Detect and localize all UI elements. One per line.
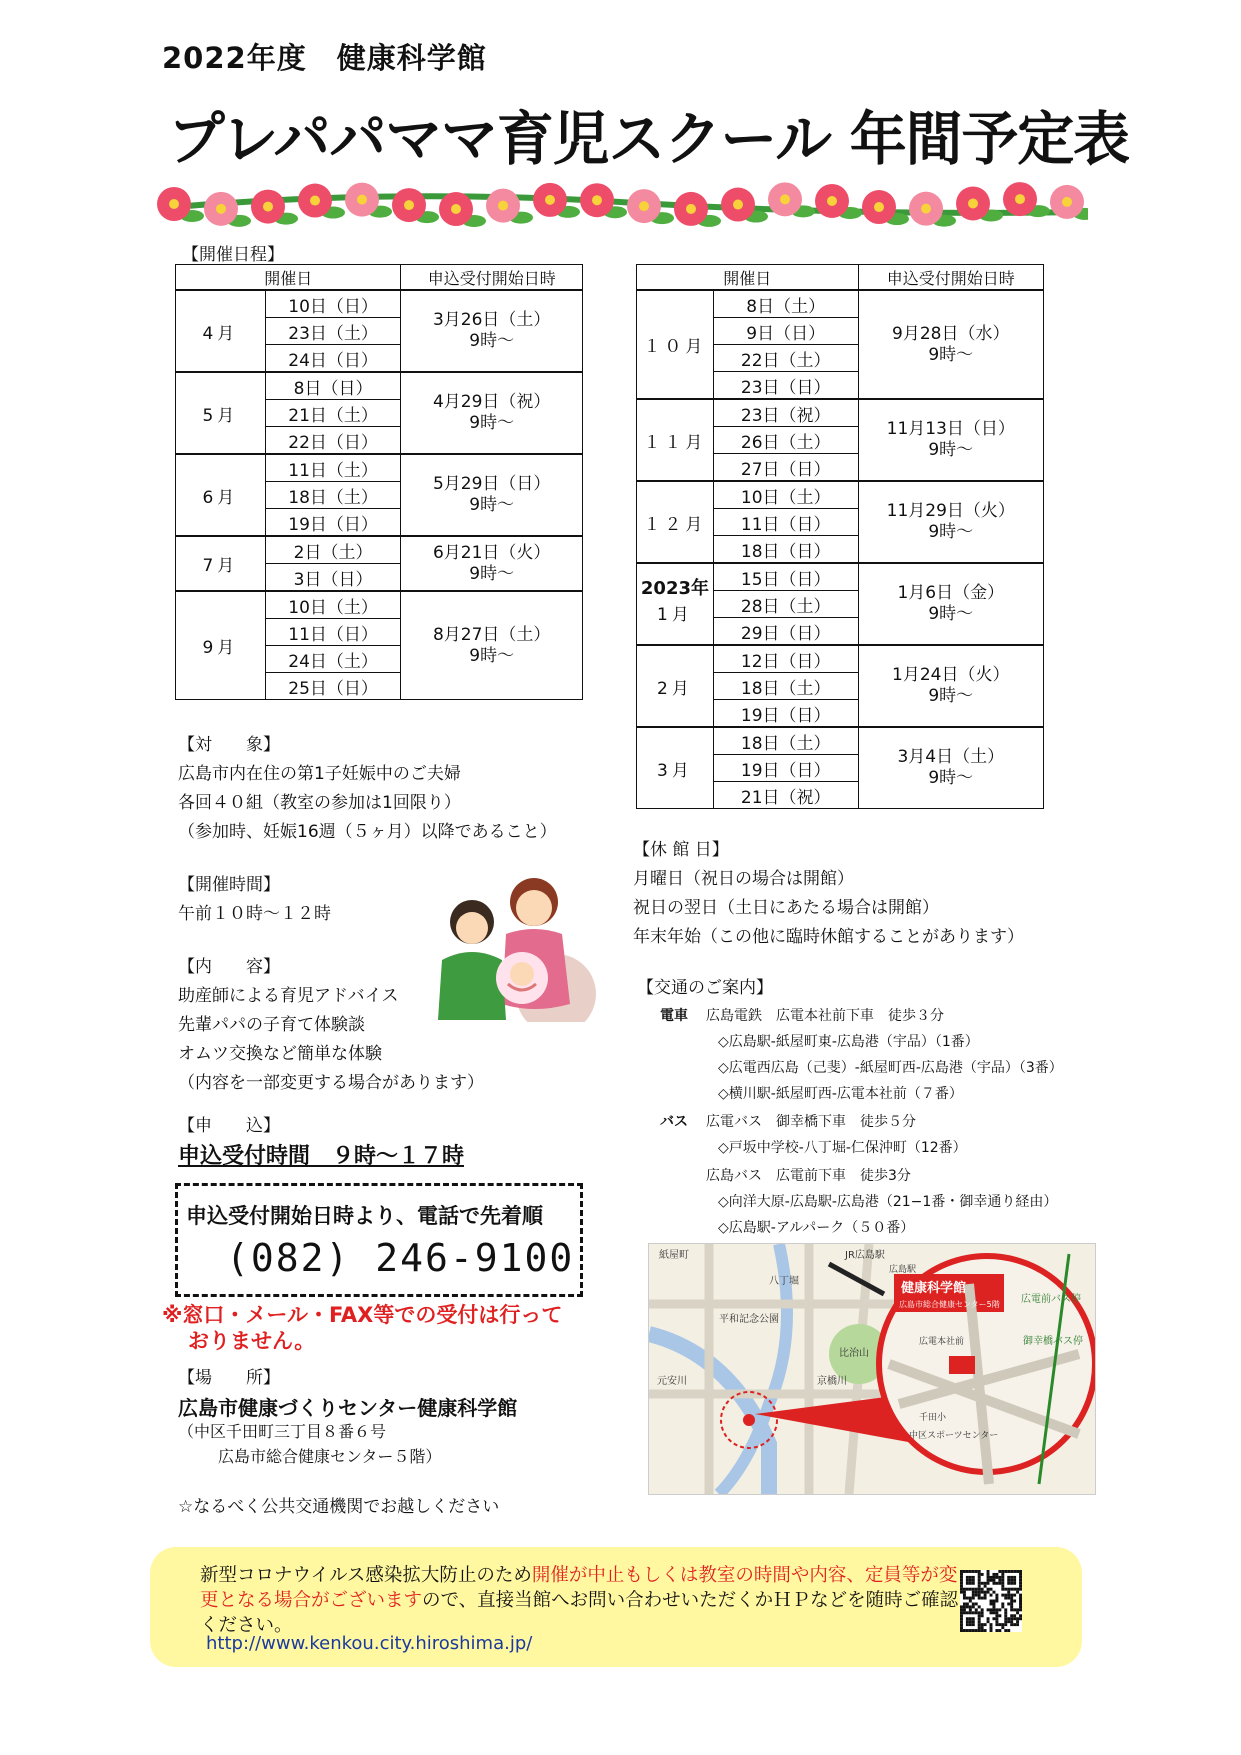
warning-text — [162, 1302, 562, 1354]
schedule-date: 26日（土） — [713, 427, 858, 454]
schedule-open-datetime — [401, 372, 583, 454]
place-name: 広島市健康づくりセンター健康科学館 — [178, 1396, 518, 1420]
schedule-date: 28日（土） — [713, 591, 858, 618]
schedule-open-line: 9時〜 — [469, 563, 515, 584]
map-label: 千田小 — [919, 1413, 947, 1423]
map-label: 御幸橋バス停 — [1023, 1336, 1083, 1347]
notice-part-3: ので、直接当館へお問い合わせいただくかＨＰなどを随時ご確認ください。 — [200, 1590, 959, 1636]
covid-notice-text — [200, 1563, 960, 1638]
schedule-open-line: 9時〜 — [469, 413, 515, 433]
schedule-month — [176, 372, 266, 454]
schedule-date: 24日（土） — [265, 646, 401, 673]
schedule-date: 18日（土） — [265, 482, 401, 509]
content-line-1: 助産師による育児アドバイス — [178, 986, 399, 1006]
notice-part-2: 開催が中止もしくは教室の時間や内容、定員等が変更となる場合がございます — [200, 1565, 958, 1611]
schedule-section-label: 【開催日程】 — [182, 245, 284, 265]
notice-part-1: 新型コロナウイルス感染拡大防止のため — [200, 1565, 532, 1586]
warning-line-1: ※窓口・メール・FAX等での受付は行って — [162, 1303, 563, 1327]
map-label: 紙屋町 — [659, 1250, 689, 1261]
phone-lead-text: 申込受付開始日時より、電話で先着順 — [186, 1204, 543, 1228]
bus1-route-1: ◇戸坂中学校-八丁堀-仁保沖町（12番） — [718, 1140, 967, 1156]
schedule-open-line: 9時〜 — [928, 768, 974, 788]
schedule-month — [637, 481, 714, 563]
map-label: 京橋川 — [817, 1376, 847, 1387]
place-address-1: （中区千田町三丁目８番６号 — [178, 1422, 387, 1441]
closed-line-2: 祝日の翌日（土日にあたる場合は開館） — [633, 898, 939, 918]
schedule-open-line: 8月27日（土） — [432, 624, 551, 645]
tram-route-1: ◇広島駅-紙屋町東-広島港（宇品）（1番） — [718, 1034, 979, 1050]
schedule-open-line: 9時〜 — [469, 495, 515, 515]
schedule-month — [176, 536, 266, 591]
schedule-open-line: 3月4日（土） — [897, 747, 1005, 767]
schedule-open-datetime — [401, 591, 583, 700]
access-map — [648, 1243, 1096, 1495]
schedule-open-line: 4月29日（祝） — [432, 392, 551, 412]
schedule-open-line: 9時〜 — [469, 645, 515, 666]
schedule-date: 18日（土） — [713, 727, 858, 755]
schedule-date: 11日（日） — [713, 509, 858, 536]
schedule-open-line: 9時〜 — [928, 522, 974, 542]
schedule-open-line: 3月26日（土） — [432, 310, 551, 330]
content-line-4: （内容を一部変更する場合があります） — [178, 1073, 484, 1093]
schedule-open-line: 5月29日（日） — [432, 474, 551, 494]
schedule-date: 3日（日） — [265, 564, 401, 592]
schedule-month-label: 1月 — [657, 604, 693, 625]
schedule-open-datetime — [858, 727, 1043, 809]
schedule-month-label: 9月 — [202, 638, 239, 658]
schedule-month — [637, 563, 714, 645]
tram-head: 電車 — [660, 1008, 688, 1024]
phone-number: (082) 246-9100 — [226, 1236, 575, 1280]
schedule-date: 15日（日） — [713, 563, 858, 591]
closed-line-3: 年末年始（この他に臨時休館することがあります） — [633, 927, 1024, 947]
schedule-date: 23日（土） — [265, 318, 401, 345]
col-header-date: 開催日 — [637, 265, 859, 291]
map-label: 広電前バス停 — [1021, 1294, 1081, 1305]
qr-code-icon — [960, 1570, 1022, 1632]
warning-line-2: おりません。 — [188, 1329, 316, 1353]
time-text: 午前１０時〜１２時 — [178, 904, 331, 924]
closed-label: 【休 館 日】 — [633, 840, 729, 860]
schedule-date: 22日（土） — [713, 345, 858, 372]
map-label: 広島駅 — [889, 1265, 917, 1275]
bus1-line: 広電バス 御幸橋下車 徒歩５分 — [706, 1114, 916, 1130]
parents-baby-illustration — [436, 874, 596, 1022]
schedule-month-label: 6月 — [202, 487, 239, 508]
schedule-date: 18日（日） — [713, 536, 858, 564]
page-title: プレパパママ育児スクール 年間予定表 — [168, 105, 1130, 173]
schedule-date: 10日（土） — [265, 591, 401, 619]
schedule-open-line: 9時〜 — [469, 331, 515, 351]
header-subtitle: 2022年度 健康科学館 — [162, 41, 487, 75]
target-label: 【対 象】 — [178, 735, 280, 755]
schedule-open-datetime — [401, 290, 583, 372]
schedule-date: 12日（日） — [713, 645, 858, 673]
schedule-open-line: 9時〜 — [928, 686, 974, 706]
schedule-date: 19日（日） — [713, 755, 858, 782]
schedule-month — [176, 591, 266, 700]
schedule-open-line: 9時〜 — [928, 604, 974, 624]
schedule-month — [637, 645, 714, 727]
schedule-month-label: 3月 — [657, 760, 693, 781]
schedule-date: 11日（土） — [265, 454, 401, 482]
schedule-month — [176, 290, 266, 372]
schedule-open-datetime — [858, 290, 1043, 399]
schedule-date: 10日（土） — [713, 481, 858, 509]
schedule-date: 19日（日） — [265, 509, 401, 537]
schedule-open-line: 6月21日（火） — [432, 542, 551, 563]
content-label: 【内 容】 — [178, 957, 280, 977]
schedule-date: 11日（日） — [265, 619, 401, 646]
schedule-open-line: 1月6日（金） — [897, 583, 1005, 603]
schedule-open-datetime — [401, 454, 583, 536]
place-label: 【場 所】 — [178, 1368, 280, 1388]
schedule-table-right — [636, 264, 1044, 809]
website-link[interactable]: http://www.kenkou.city.hiroshima.jp/ — [206, 1633, 533, 1654]
schedule-month-label: １０月 — [643, 337, 707, 357]
bus2-route-2: ◇広島駅-アルパーク（５０番） — [718, 1220, 915, 1236]
target-line-1: 広島市内在住の第1子妊娠中のご夫婦 — [178, 764, 461, 784]
time-label: 【開催時間】 — [178, 875, 280, 895]
access-details — [660, 1003, 1063, 1241]
tram-line: 広島電鉄 広電本社前下車 徒歩３分 — [706, 1008, 944, 1024]
schedule-open-datetime — [858, 481, 1043, 563]
schedule-year: 2023年 — [640, 577, 709, 599]
schedule-date: 22日（日） — [265, 427, 401, 455]
map-label: 広電本社前 — [919, 1337, 965, 1347]
schedule-month-label: １１月 — [643, 432, 707, 453]
schedule-date: 2日（土） — [265, 536, 401, 564]
schedule-date: 18日（土） — [713, 673, 858, 700]
apply-label: 【申 込】 — [178, 1116, 280, 1136]
schedule-open-datetime — [401, 536, 583, 591]
schedule-month — [637, 727, 714, 809]
map-label: 平和記念公園 — [719, 1314, 779, 1325]
schedule-month-label: １２月 — [643, 514, 707, 535]
map-label: 中区スポーツセンター — [909, 1431, 999, 1441]
map-label: 八丁堀 — [769, 1276, 799, 1287]
col-header-open: 申込受付開始日時 — [401, 265, 583, 291]
schedule-month-label: 4月 — [202, 323, 239, 344]
place-address-2: 広島市総合健康センター５階） — [218, 1447, 442, 1466]
map-label: 比治山 — [839, 1348, 869, 1359]
schedule-open-datetime — [858, 563, 1043, 645]
schedule-date: 24日（日） — [265, 345, 401, 373]
col-header-open: 申込受付開始日時 — [858, 265, 1043, 291]
schedule-date: 21日（土） — [265, 400, 401, 427]
schedule-date: 25日（日） — [265, 673, 401, 700]
bus2-line: 広島バス 広電前下車 徒歩3分 — [706, 1168, 911, 1184]
tram-route-3: ◇横川駅-紙屋町西-広電本社前（７番） — [718, 1086, 963, 1102]
schedule-open-datetime — [858, 645, 1043, 727]
tram-route-2: ◇広電西広島（己斐）-紙屋町西-広島港（宇品）（3番） — [718, 1060, 1063, 1076]
transport-note: ☆なるべく公共交通機関でお越しください — [178, 1497, 500, 1517]
flower-garland — [152, 168, 1088, 234]
schedule-month — [637, 399, 714, 481]
apply-hours: 申込受付時間 ９時〜１７時 — [178, 1144, 465, 1169]
bus-head: バス — [660, 1114, 688, 1130]
closed-line-1: 月曜日（祝日の場合は開館） — [633, 869, 854, 889]
schedule-open-line: 9月28日（水） — [892, 323, 1010, 344]
schedule-date: 10日（日） — [265, 290, 401, 318]
schedule-open-line: 1月24日（火） — [892, 665, 1010, 685]
content-line-2: 先輩パパの子育て体験談 — [178, 1015, 365, 1035]
schedule-month-label: 5月 — [202, 405, 239, 426]
schedule-date: 8日（土） — [713, 290, 858, 318]
map-label: 元安川 — [657, 1376, 687, 1387]
col-header-date: 開催日 — [176, 265, 401, 291]
content-line-3: オムツ交換など簡単な体験 — [178, 1044, 382, 1064]
schedule-date: 21日（祝） — [713, 782, 858, 809]
schedule-open-line: 11月13日（日） — [886, 419, 1015, 439]
schedule-month-label: 2月 — [657, 678, 693, 699]
map-figure — [649, 1244, 1095, 1494]
access-label: 【交通のご案内】 — [637, 978, 773, 998]
schedule-month — [176, 454, 266, 536]
schedule-open-datetime — [858, 399, 1043, 481]
map-label: JR広島駅 — [845, 1250, 885, 1261]
target-line-2: 各回４０組（教室の参加は1回限り） — [178, 793, 461, 813]
schedule-date: 29日（日） — [713, 618, 858, 646]
bus2-route-1: ◇向洋大原-広島駅-広島港（21−1番・御幸通り経由） — [718, 1194, 1058, 1210]
map-facility: 健康科学館 — [901, 1281, 967, 1296]
schedule-date: 19日（日） — [713, 700, 858, 728]
schedule-open-line: 9時〜 — [928, 344, 974, 365]
schedule-date: 8日（日） — [265, 372, 401, 400]
schedule-date: 23日（日） — [713, 372, 858, 400]
schedule-date: 23日（祝） — [713, 399, 858, 427]
map-facility-sub: 広島市総合健康センター5階 — [899, 1300, 1000, 1309]
schedule-table-left — [175, 264, 583, 700]
schedule-date: 27日（日） — [713, 454, 858, 482]
schedule-month-label: 7月 — [202, 556, 239, 576]
target-line-3: （参加時、妊娠16週（５ヶ月）以降であること） — [178, 822, 557, 842]
schedule-open-line: 9時〜 — [928, 440, 974, 460]
schedule-date: 9日（日） — [713, 318, 858, 345]
schedule-month — [637, 290, 714, 399]
schedule-open-line: 11月29日（火） — [886, 501, 1015, 521]
